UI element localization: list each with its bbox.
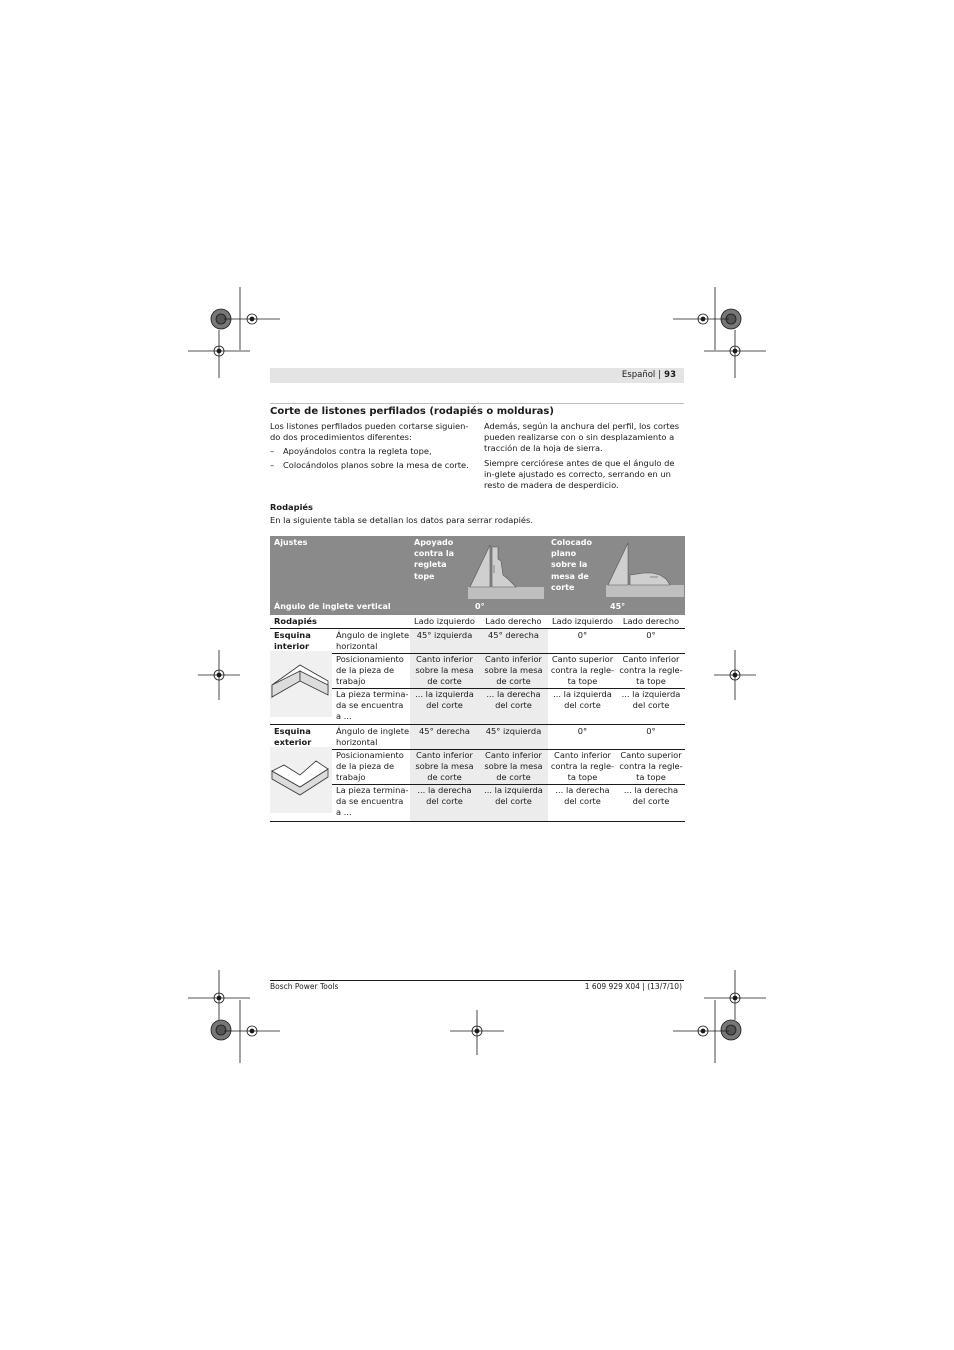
interior-r1-c1: 45° izquierda: [416, 630, 473, 640]
interior-r3-c3: ... la izquierda del corte: [553, 689, 612, 710]
exterior-r3-c2: ... la izquierda del corte: [484, 785, 543, 806]
head-angle-45: 45°: [610, 602, 626, 611]
right-paragraph-2: Siempre cerciórese antes de que el ángulo de in-glete ajustado es correcto, serrando en un resto de madera de desperdicio.: [484, 457, 675, 491]
exterior-r2-c1: Canto inferior sobre la mesa de corte: [415, 750, 474, 782]
fence-diagram-icon: [468, 539, 544, 599]
exterior-r1-c1: 45° derecha: [419, 726, 470, 736]
interior-r1-c2: 45° derecha: [488, 630, 539, 640]
header-language: Español: [621, 370, 656, 380]
section-title: Corte de listones perfilados (rodapiés o molduras): [270, 406, 554, 417]
right-paragraph-1: Además, según la anchura del perfil, los cortes pueden realizarse con o sin desplazamiento a tracción de la hoja de sierra.: [484, 421, 680, 454]
interior-r2-c3: Canto superior contra la regle-ta tope: [550, 654, 615, 686]
right-column: [484, 421, 686, 494]
table-head: [270, 536, 685, 615]
exterior-block: [270, 724, 685, 822]
interior-r2-c2: Canto inferior sobre la mesa de corte: [484, 654, 543, 686]
footer-docnumber: 1 609 929 X04 | (13/7/10): [584, 982, 682, 991]
interior-r2-c4: Canto inferior contra la regle-ta tope: [619, 654, 683, 686]
interior-r3-c1: ... la izquierda del corte: [415, 689, 474, 710]
subhead-left-1: Lado izquierdo: [414, 616, 475, 626]
list-item: – Apoyándolos contra la regleta tope,: [270, 446, 432, 457]
interior-r2-c1: Canto inferior sobre la mesa de corte: [415, 654, 474, 686]
interior-r1-c3: 0°: [577, 630, 588, 640]
interior-r1-c4: 0°: [646, 630, 656, 640]
exterior-r3-c3: ... la derecha del corte: [555, 785, 610, 806]
head-angulo-vertical: Ángulo de inglete vertical: [274, 602, 391, 611]
subhead-right-2: Lado derecho: [622, 616, 680, 626]
page-number: 93: [664, 370, 676, 380]
exterior-r2-c3: Canto inferior contra la regle-ta tope: [550, 750, 615, 782]
exterior-r3-c4: ... la derecha del corte: [623, 785, 679, 806]
interior-label: Esquina interior: [274, 630, 311, 651]
interior-r2-label: Posicionamiento de la pieza de trabajo: [336, 654, 404, 686]
exterior-r3-label: La pieza termina-da se encuentra a ...: [336, 785, 409, 817]
subhead-left-2: Lado izquierdo: [552, 616, 613, 626]
exterior-r2-c2: Canto inferior sobre la mesa de corte: [484, 750, 543, 782]
subhead-rodapies: Rodapiés: [274, 616, 317, 626]
exterior-r1-label: Ángulo de inglete horizontal: [336, 726, 410, 747]
exterior-r2-label: Posicionamiento de la pieza de trabajo: [336, 750, 404, 782]
subhead-right-1: Lado derecho: [485, 616, 542, 626]
exterior-r2-c4: Canto superior contra la regle-ta tope: [619, 750, 683, 782]
inside-corner-diagram-icon: [270, 651, 332, 717]
exterior-label: Esquina exterior: [274, 726, 312, 747]
table-diagram-icon: [606, 539, 684, 599]
rodapies-table: [270, 536, 685, 822]
head-apoyado: Apoyado contra la regleta tope: [414, 538, 455, 581]
interior-block: [270, 628, 685, 724]
exterior-r1-c3: 0°: [577, 726, 588, 736]
interior-r3-c2: ... la derecha del corte: [486, 689, 541, 710]
head-colocado: Colocado plano sobre la mesa de corte: [551, 538, 592, 592]
left-column: [270, 421, 472, 473]
subsection-title: Rodapiés: [270, 502, 313, 512]
interior-r3-label: La pieza termina-da se encuentra a ...: [336, 689, 409, 721]
header-text: Español | 93: [621, 370, 676, 380]
footer-brand: Bosch Power Tools: [270, 982, 339, 991]
interior-r3-c4: ... la izquierda del corte: [621, 689, 681, 710]
interior-r1-label: Ángulo de inglete horizontal: [336, 630, 410, 651]
subsection-intro: En la siguiente tabla se detallan los datos para serrar rodapiés.: [270, 515, 533, 525]
exterior-r3-c1: ... la derecha del corte: [417, 785, 472, 806]
outside-corner-diagram-icon: [270, 747, 332, 813]
section-rule: [270, 403, 684, 404]
head-ajustes: Ajustes: [274, 538, 308, 547]
left-intro: Los listones perfilados pueden cortarse siguien-do dos procedimientos diferentes:: [270, 421, 469, 443]
list-item: – Colocándolos planos sobre la mesa de corte.: [270, 459, 469, 470]
footer-rule: [270, 980, 684, 981]
exterior-r1-c4: 0°: [646, 726, 656, 736]
exterior-r1-c2: 45° izquierda: [485, 726, 542, 736]
page-header: [270, 368, 684, 383]
head-angle-0: 0°: [475, 602, 485, 611]
table-subhead: [270, 615, 685, 628]
